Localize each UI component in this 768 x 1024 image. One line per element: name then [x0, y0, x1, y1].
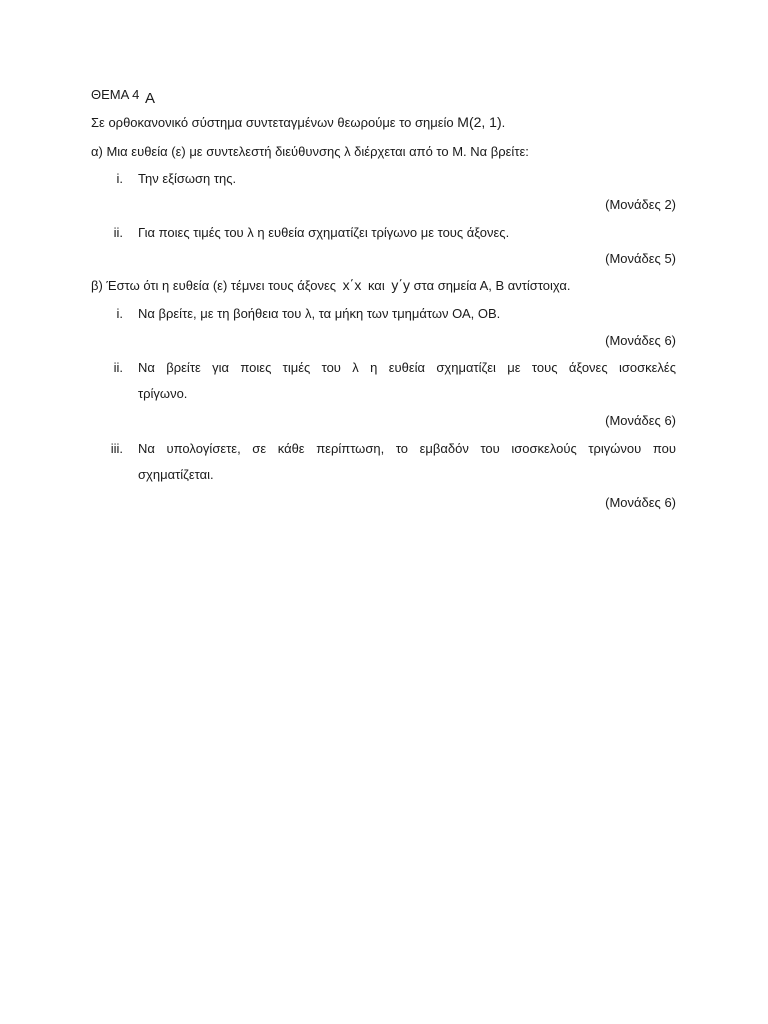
part-b-item-3-text-line-1: Να υπολογίσετε, σε κάθε περίπτωση, το εμβαδόν του ισοσκελούς τριγώνου που: [138, 441, 676, 456]
part-b-item-2-points: (Μονάδες 6): [605, 413, 676, 428]
part-a-item-2-number: ii.: [113, 225, 123, 240]
part-a-item-2-text: Για ποιες τιμές του λ η ευθεία σχηματίζει τρίγωνο με τους άξονες.: [138, 225, 510, 240]
part-b-text-3: στα σημεία Α, Β αντίστοιχα.: [413, 278, 571, 293]
part-b-item-2-number: ii.: [113, 360, 123, 375]
page-title: [91, 86, 156, 107]
part-b-item-3-points: (Μονάδες 6): [605, 495, 676, 510]
axis-x-label: x΄x: [342, 277, 362, 293]
part-b-item-2-text-line-1: Να βρείτε για ποιες τιμές του λ η ευθεία σχηματίζει με τους άξονες ισοσκελές: [138, 360, 676, 375]
part-a-heading: α) Μια ευθεία (ε) με συντελεστή διεύθυνσης λ διέρχεται από το Μ. Να βρείτε:: [91, 144, 529, 159]
part-b-heading: [91, 276, 571, 295]
part-a-item-1-text: Την εξίσωση της.: [138, 171, 237, 186]
intro-line: [91, 113, 505, 132]
part-b-text-2: και: [367, 278, 385, 293]
part-a-item-1-points: (Μονάδες 2): [605, 197, 676, 212]
part-b-text-1: β) Έστω ότι η ευθεία (ε) τέμνει τους άξονες: [91, 278, 337, 293]
part-a-item-1-number: i.: [116, 171, 123, 186]
part-b-item-1-points: (Μονάδες 6): [605, 333, 676, 348]
intro-point: Μ(2, 1): [457, 114, 502, 130]
part-a-item-2-points: (Μονάδες 5): [605, 251, 676, 266]
intro-text: Σε ορθοκανονικό σύστημα συντεταγμένων θεωρούμε το σημείο: [91, 115, 454, 130]
title-letter: Α: [145, 90, 156, 107]
intro-end: .: [501, 115, 506, 130]
part-b-item-2-text-line-2: τρίγωνο.: [138, 386, 188, 401]
part-b-item-1-text: Να βρείτε, με τη βοήθεια του λ, τα μήκη των τμημάτων ΟΑ, ΟΒ.: [138, 306, 501, 321]
part-b-item-1-number: i.: [116, 306, 123, 321]
part-b-item-3-number: iii.: [110, 441, 123, 456]
title-label: ΘΕΜΑ 4: [91, 87, 140, 102]
axis-y-label: y΄y: [391, 277, 411, 293]
part-b-item-3-text-line-2: σχηματίζεται.: [138, 467, 214, 482]
